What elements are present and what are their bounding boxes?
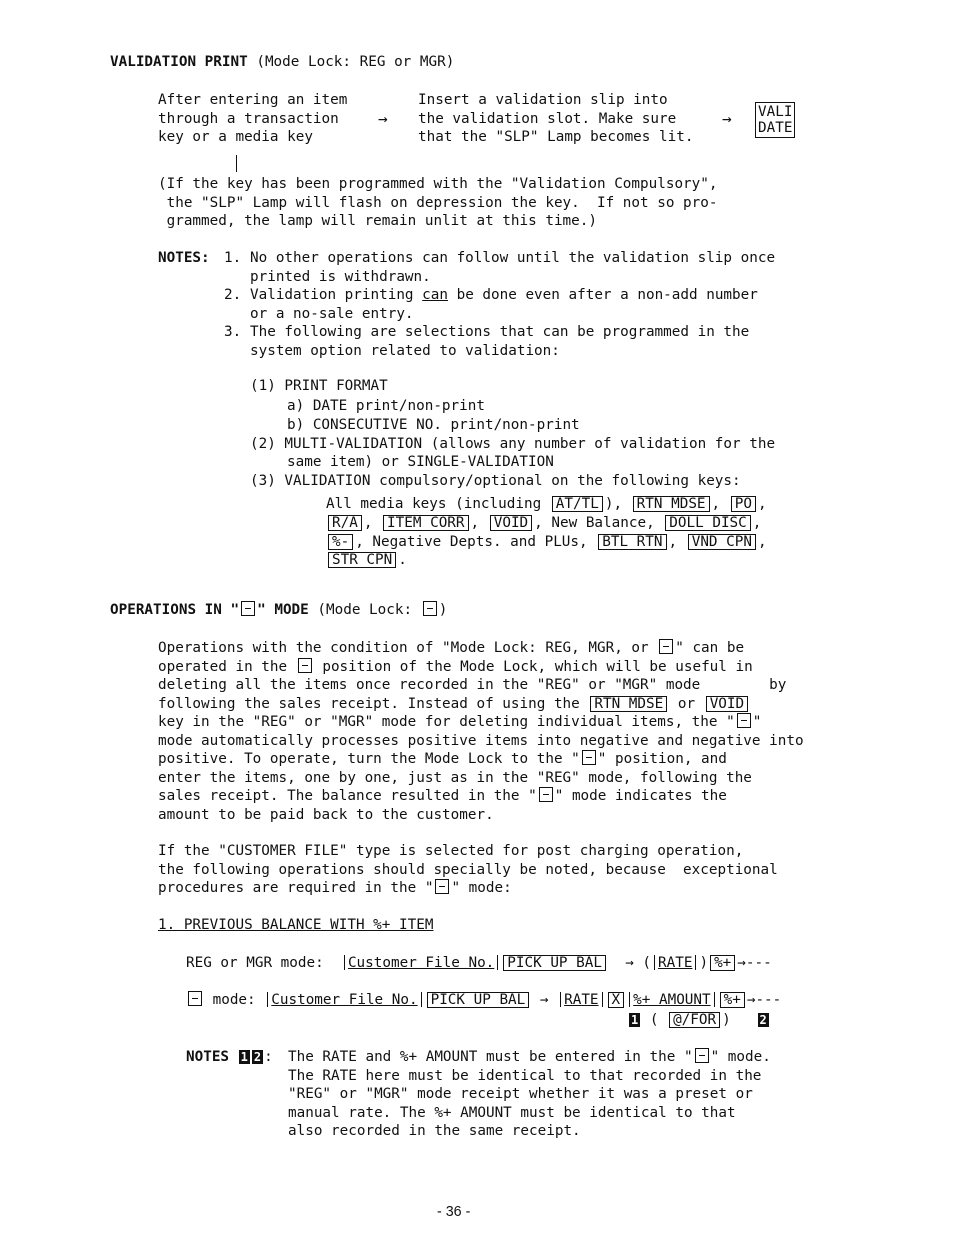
option-2-line1: (2) MULTI-VALIDATION (allows any number of validation for the bbox=[250, 436, 776, 452]
note-3-text: The following are selections that can be programmed in the system option related to validation: bbox=[250, 324, 750, 359]
operations-paragraph-2: If the "CUSTOMER FILE" type is selected for post charging operation, the following operations should specially be noted, because exceptional procedures are required in the " " mode: bbox=[158, 843, 778, 896]
ra-key: R/A bbox=[328, 515, 362, 531]
doll-disc-key: DOLL DISC bbox=[665, 515, 750, 531]
note-2-number: 2. bbox=[224, 287, 242, 303]
operations-section-title: OPERATIONS IN " " MODE (Mode Lock: ) bbox=[110, 602, 448, 618]
item-1-heading: 1. PREVIOUS BALANCE WITH %+ ITEM bbox=[158, 917, 434, 933]
btl-rtn-key: BTL RTN bbox=[598, 534, 666, 550]
at-tl-key: AT/TL bbox=[552, 496, 603, 512]
minus-mode-icon bbox=[241, 601, 255, 616]
arrow-right-icon: → bbox=[746, 992, 756, 1008]
x-key: X bbox=[608, 992, 625, 1008]
notes-label: NOTES: bbox=[158, 250, 210, 266]
arrow-right-icon: → bbox=[539, 992, 549, 1008]
percent-minus-key: %- bbox=[328, 534, 353, 550]
minus-mode-sequence: mode: Customer File No. PICK UP BAL → RATE X %+ AMOUNT %+ →--- bbox=[186, 991, 781, 1010]
minus-mode-icon bbox=[659, 639, 673, 654]
note-marker-2: 2 bbox=[759, 1013, 767, 1027]
pick-up-bal-key: PICK UP BAL bbox=[427, 992, 530, 1008]
option-1a: a) DATE print/non-print bbox=[287, 398, 485, 414]
note-marker-1: 1 bbox=[240, 1050, 248, 1064]
flow-arrow-right-icon: → bbox=[722, 109, 732, 128]
pick-up-bal-key: PICK UP BAL bbox=[503, 955, 606, 971]
minus-mode-icon bbox=[188, 991, 202, 1006]
validation-paren-note: (If the key has been programmed with the "Validation Compulsory", the "SLP" Lamp will flash on depression the key. If not so pro- grammed, the lamp will remain unlit at this time.) bbox=[158, 176, 718, 229]
po-key: PO bbox=[731, 496, 756, 512]
operations-paragraph-1: Operations with the condition of "Mode Lock: REG, MGR, or " can be operated in the position of the Mode Lock, which will be useful in deleting all the items once recorded in the "REG" or "MGR" mode by following the sales receipt. Instead of using the RTN MDSE or VOID key in the "REG" or "MGR" mode for deleting individual items, the " " mode automatically processes positive items into negative and negative into positive. To operate, turn the Mode Lock to the " " position, and enter the items, one by one, just as in the "REG" mode, following the sales receipt. The balance resulted in the " " mode indicates the amount to be paid back to the customer. bbox=[158, 640, 804, 823]
minus-mode-icon bbox=[423, 601, 437, 616]
minus-mode-icon bbox=[298, 658, 312, 673]
vnd-cpn-key: VND CPN bbox=[688, 534, 756, 550]
keys-line-2: R/A , ITEM CORR , VOID , New Balance, DOLL DISC , bbox=[326, 514, 761, 533]
minus-mode-icon bbox=[737, 713, 751, 728]
keys-line-1: All media keys (including AT/TL ), RTN MDSE , PO , bbox=[326, 496, 767, 512]
arrow-right-icon: → bbox=[737, 955, 746, 971]
page-number: - 36 - bbox=[437, 1204, 471, 1220]
note-1-number: 1. bbox=[224, 250, 242, 266]
keys-line-3: %- , Negative Depts. and PLUs, BTL RTN , VND CPN , bbox=[326, 533, 767, 552]
str-cpn-key: STR CPN bbox=[328, 552, 396, 568]
vali-date-key: VALI DATE bbox=[755, 102, 795, 138]
arrow-right-icon: → bbox=[625, 955, 634, 971]
rtn-mdse-key: RTN MDSE bbox=[633, 496, 710, 512]
note-3-number: 3. bbox=[224, 324, 242, 340]
reg-mode-sequence: REG or MGR mode: Customer File No. PICK UP BAL → ( RATE ) %+ →--- bbox=[186, 955, 772, 971]
note-marker-2: 2 bbox=[253, 1050, 262, 1064]
option-1-print-format: (1) PRINT FORMAT bbox=[250, 378, 388, 394]
validation-section-title: VALIDATION PRINT (Mode Lock: REG or MGR) bbox=[110, 54, 455, 70]
minus-mode-icon bbox=[435, 879, 449, 894]
void-key: VOID bbox=[706, 696, 748, 712]
option-3: (3) VALIDATION compulsory/optional on the following keys: bbox=[250, 473, 741, 489]
minus-mode-icon bbox=[539, 787, 553, 802]
minus-mode-icon bbox=[582, 750, 596, 765]
flow-step-left: After entering an item through a transaction key or a media key bbox=[158, 92, 348, 145]
notes-12-text: The RATE and %+ AMOUNT must be entered in the " " mode. The RATE here must be identical to that recorded in the "REG" or "MGR" mode receipt whether it was a preset or manual rate. The %+ AMOUNT must be identical to that also recorded in the same receipt. bbox=[288, 1049, 771, 1139]
keys-line-4: STR CPN . bbox=[326, 551, 407, 570]
flow-arrow-right-icon: → bbox=[378, 109, 388, 128]
option-2-line2: same item) or SINGLE-VALIDATION bbox=[287, 454, 554, 470]
note-2-text: Validation printing can be done even after a non-add number or a no-sale entry. bbox=[250, 287, 758, 322]
minus-mode-notes-markers: 1 ( @/FOR ) 2 bbox=[631, 1012, 767, 1028]
flow-connector-line bbox=[236, 155, 237, 172]
rtn-mdse-key: RTN MDSE bbox=[590, 696, 667, 712]
item-corr-key: ITEM CORR bbox=[383, 515, 468, 531]
option-1b: b) CONSECUTIVE NO. print/non-print bbox=[287, 417, 580, 433]
percent-plus-key: %+ bbox=[720, 992, 745, 1008]
note-1-text: No other operations can follow until the validation slip once printed is withdrawn. bbox=[250, 250, 776, 285]
minus-mode-icon bbox=[695, 1048, 709, 1063]
percent-plus-key: %+ bbox=[710, 955, 735, 971]
notes-12-label: NOTES 1 2 : bbox=[186, 1049, 273, 1065]
at-for-key: @/FOR bbox=[669, 1012, 720, 1028]
void-key: VOID bbox=[490, 515, 532, 531]
flow-step-middle: Insert a validation slip into the validation slot. Make sure that the "SLP" Lamp becomes lit. bbox=[418, 92, 694, 145]
note-marker-1: 1 bbox=[631, 1013, 639, 1027]
